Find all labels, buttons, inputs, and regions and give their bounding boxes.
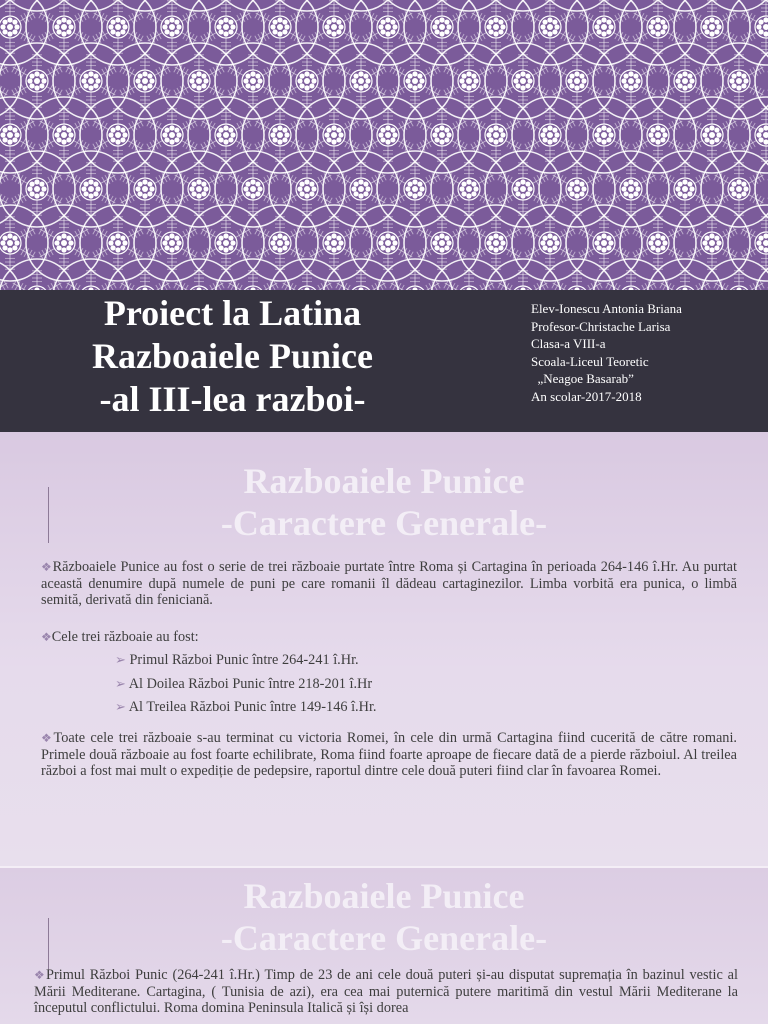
outcome-text: Toate cele trei războaie s-au terminat cu victoria Romei, în cele din urmă Cartagina fiind cucerită de către romani. Primele două războaie au fost foarte echilibrate, Roma fiind foarte aproape de fiecare dată de a pierde războiul. Al treilea război a fost mai mult o expediție de pedepsire, raportul dintre cele două puteri fiind clar în favoarea Romei. (41, 730, 737, 779)
war-list-item-3 (115, 699, 377, 716)
info-class: Clasa-a VIII-a (531, 336, 606, 351)
slide-1-title-line-2: -Caractere Generale- (220, 503, 548, 543)
wars-heading-text: Cele trei războaie au fost: (51, 629, 199, 645)
slide-2-title (0, 875, 768, 959)
outcome-paragraph (41, 730, 737, 780)
slide-2-title-line-2: -Caractere Generale- (220, 918, 548, 958)
project-title-line-1: Proiect la Latina (103, 293, 362, 333)
diamond-bullet-icon: ❖ (41, 630, 52, 644)
first-war-text: Primul Război Punic (264-241 î.Hr.) Timp de 23 de ani cele două puteri și-au disputat supremația în bazinul vestic al Mării Mediterane. Cartagina, ( Tunisia de azi), era cea mai puternică putere maritimă din vestul Mării Mediterane la începutul conflictului. Roma domina Peninsula Italică și își dorea (34, 967, 738, 1016)
title-bar (0, 290, 768, 432)
slide-2-title-line-1: Razboaiele Punice (243, 876, 525, 916)
decorative-pattern-banner (0, 0, 768, 290)
war-2-text: Al Doilea Război Punic între 218-201 î.Hr (128, 676, 373, 692)
slide-1 (0, 432, 768, 866)
diamond-bullet-icon: ❖ (41, 731, 54, 745)
intro-paragraph (41, 559, 737, 609)
first-war-paragraph (34, 967, 738, 1017)
slide-2 (0, 868, 768, 1024)
project-title-line-2: Razboaiele Punice (92, 336, 373, 376)
arrow-bullet-icon: ➢ (115, 676, 126, 691)
title-accent-line (48, 487, 49, 543)
intro-text: Războaiele Punice au fost o serie de trei războaie purtate între Roma și Cartagina în perioada 264-146 î.Hr. Au purtat această denumire după numele de puni pe care romanii îl dădeau cartaginezilor. Limba vorbită era punica, o limbă semită, derivată din feniciană. (41, 559, 737, 608)
war-1-text: Primul Război Punic între 264-241 î.Hr. (129, 652, 359, 668)
slide-1-title-line-1: Razboaiele Punice (243, 461, 525, 501)
info-student: Elev-Ionescu Antonia Briana (531, 301, 682, 316)
war-list-item-2 (115, 676, 372, 693)
info-school-year: An scolar-2017-2018 (531, 388, 642, 404)
arrow-bullet-icon: ➢ (115, 652, 126, 667)
author-info (531, 300, 682, 405)
war-3-text: Al Treilea Război Punic între 149-146 î.Hr. (128, 699, 377, 715)
war-list-item-1 (115, 652, 359, 669)
wars-heading (41, 629, 737, 646)
project-title (40, 292, 425, 421)
slide-1-title (0, 460, 768, 544)
diamond-bullet-icon: ❖ (34, 968, 47, 982)
info-school-name: „Neagoe Basarab” (531, 371, 634, 386)
info-school: Scoala-Liceul Teoretic (531, 353, 649, 369)
project-title-line-3: -al III-lea razboi- (99, 379, 366, 419)
lattice-pattern-graphic (0, 0, 768, 290)
arrow-bullet-icon: ➢ (115, 699, 126, 714)
info-teacher: Profesor-Christache Larisa (531, 318, 671, 334)
diamond-bullet-icon: ❖ (41, 560, 53, 574)
